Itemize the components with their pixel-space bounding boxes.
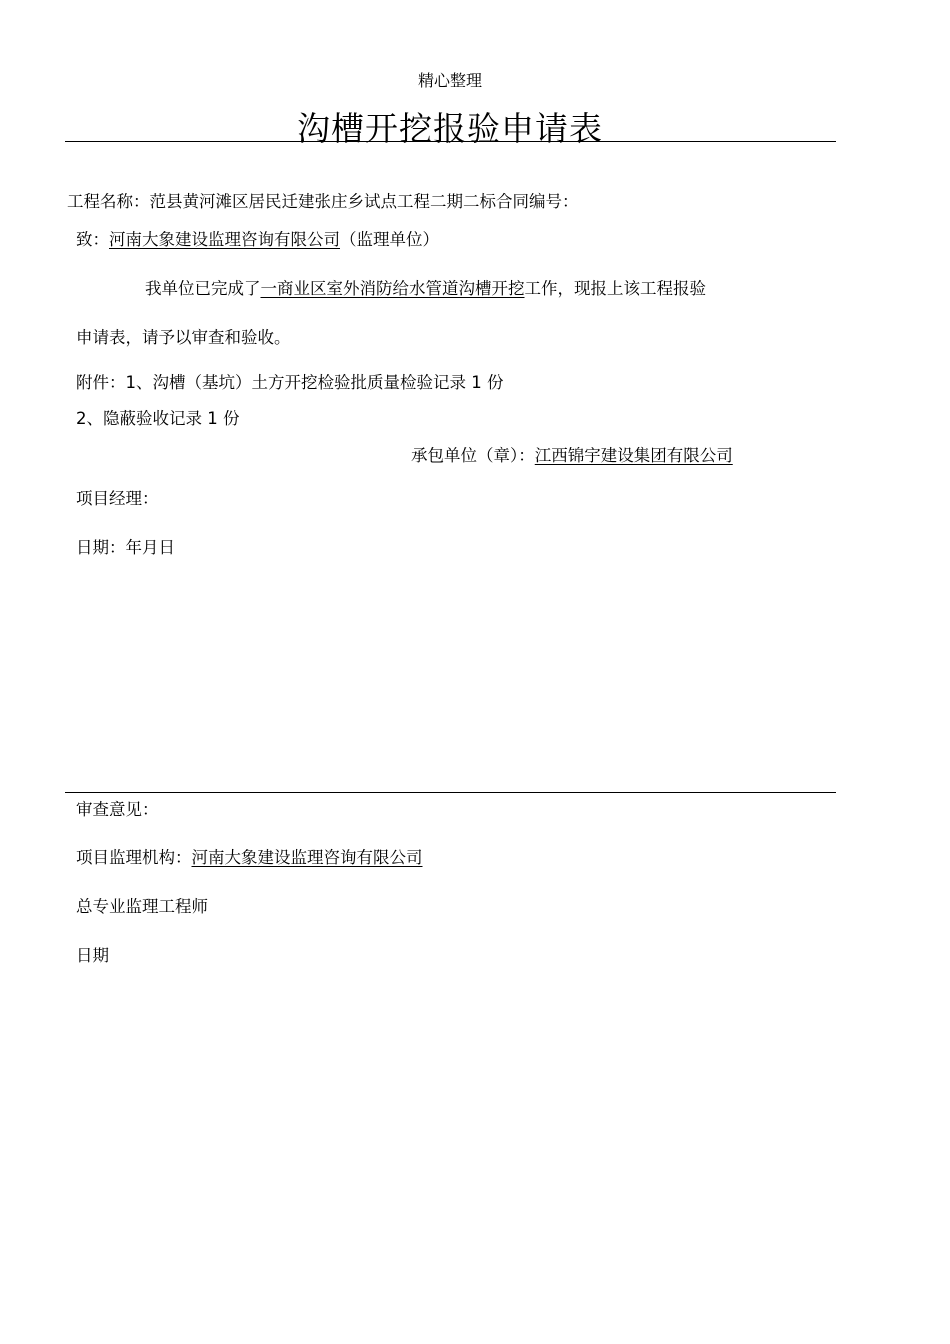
contractor-label: 承包单位（章）： [411,446,535,465]
addressee-line [76,226,439,250]
body-line-1 [145,275,706,299]
supervision-org-label: 项目监理机构： [76,848,192,867]
supervisor-name: 河南大象建设监理咨询有限公司 [109,230,340,249]
supervision-org-line [76,844,423,868]
attachment-1: 附件：1、沟槽（基坑）土方开挖检验批质量检验记录 1 份 [76,373,504,392]
section-rule [65,792,836,793]
contractor-name: 江西锦宇建设集团有限公司 [534,446,733,465]
contractor-line [411,442,733,466]
body-line-2: 申请表，请予以审查和验收。 [76,328,291,347]
project-manager-label: 项目经理： [76,489,159,508]
review-opinion-label: 审查意见： [76,800,159,819]
date-line: 日期：年月日 [76,538,175,557]
title-rule [65,141,836,142]
work-description: 一商业区室外消防给水管道沟槽开挖 [260,279,525,298]
addressee-prefix: 致： [76,230,109,249]
addressee-suffix: （监理单位） [340,230,439,249]
chief-engineer-label: 总专业监理工程师 [76,897,208,916]
supervision-org-name: 河南大象建设监理咨询有限公司 [191,848,423,867]
review-date-label: 日期 [76,946,109,965]
header-note: 精心整理 [417,71,482,90]
body-suffix: 工作，现报上该工程报验 [524,279,706,298]
body-prefix: 我单位已完成了 [145,279,261,298]
attachment-2: 2、隐蔽验收记录 1 份 [76,409,240,428]
form-title: 沟槽开挖报验申请表 [297,109,603,148]
project-name-line: 工程名称：范县黄河滩区居民迁建张庄乡试点工程二期二标合同编号： [67,192,579,211]
